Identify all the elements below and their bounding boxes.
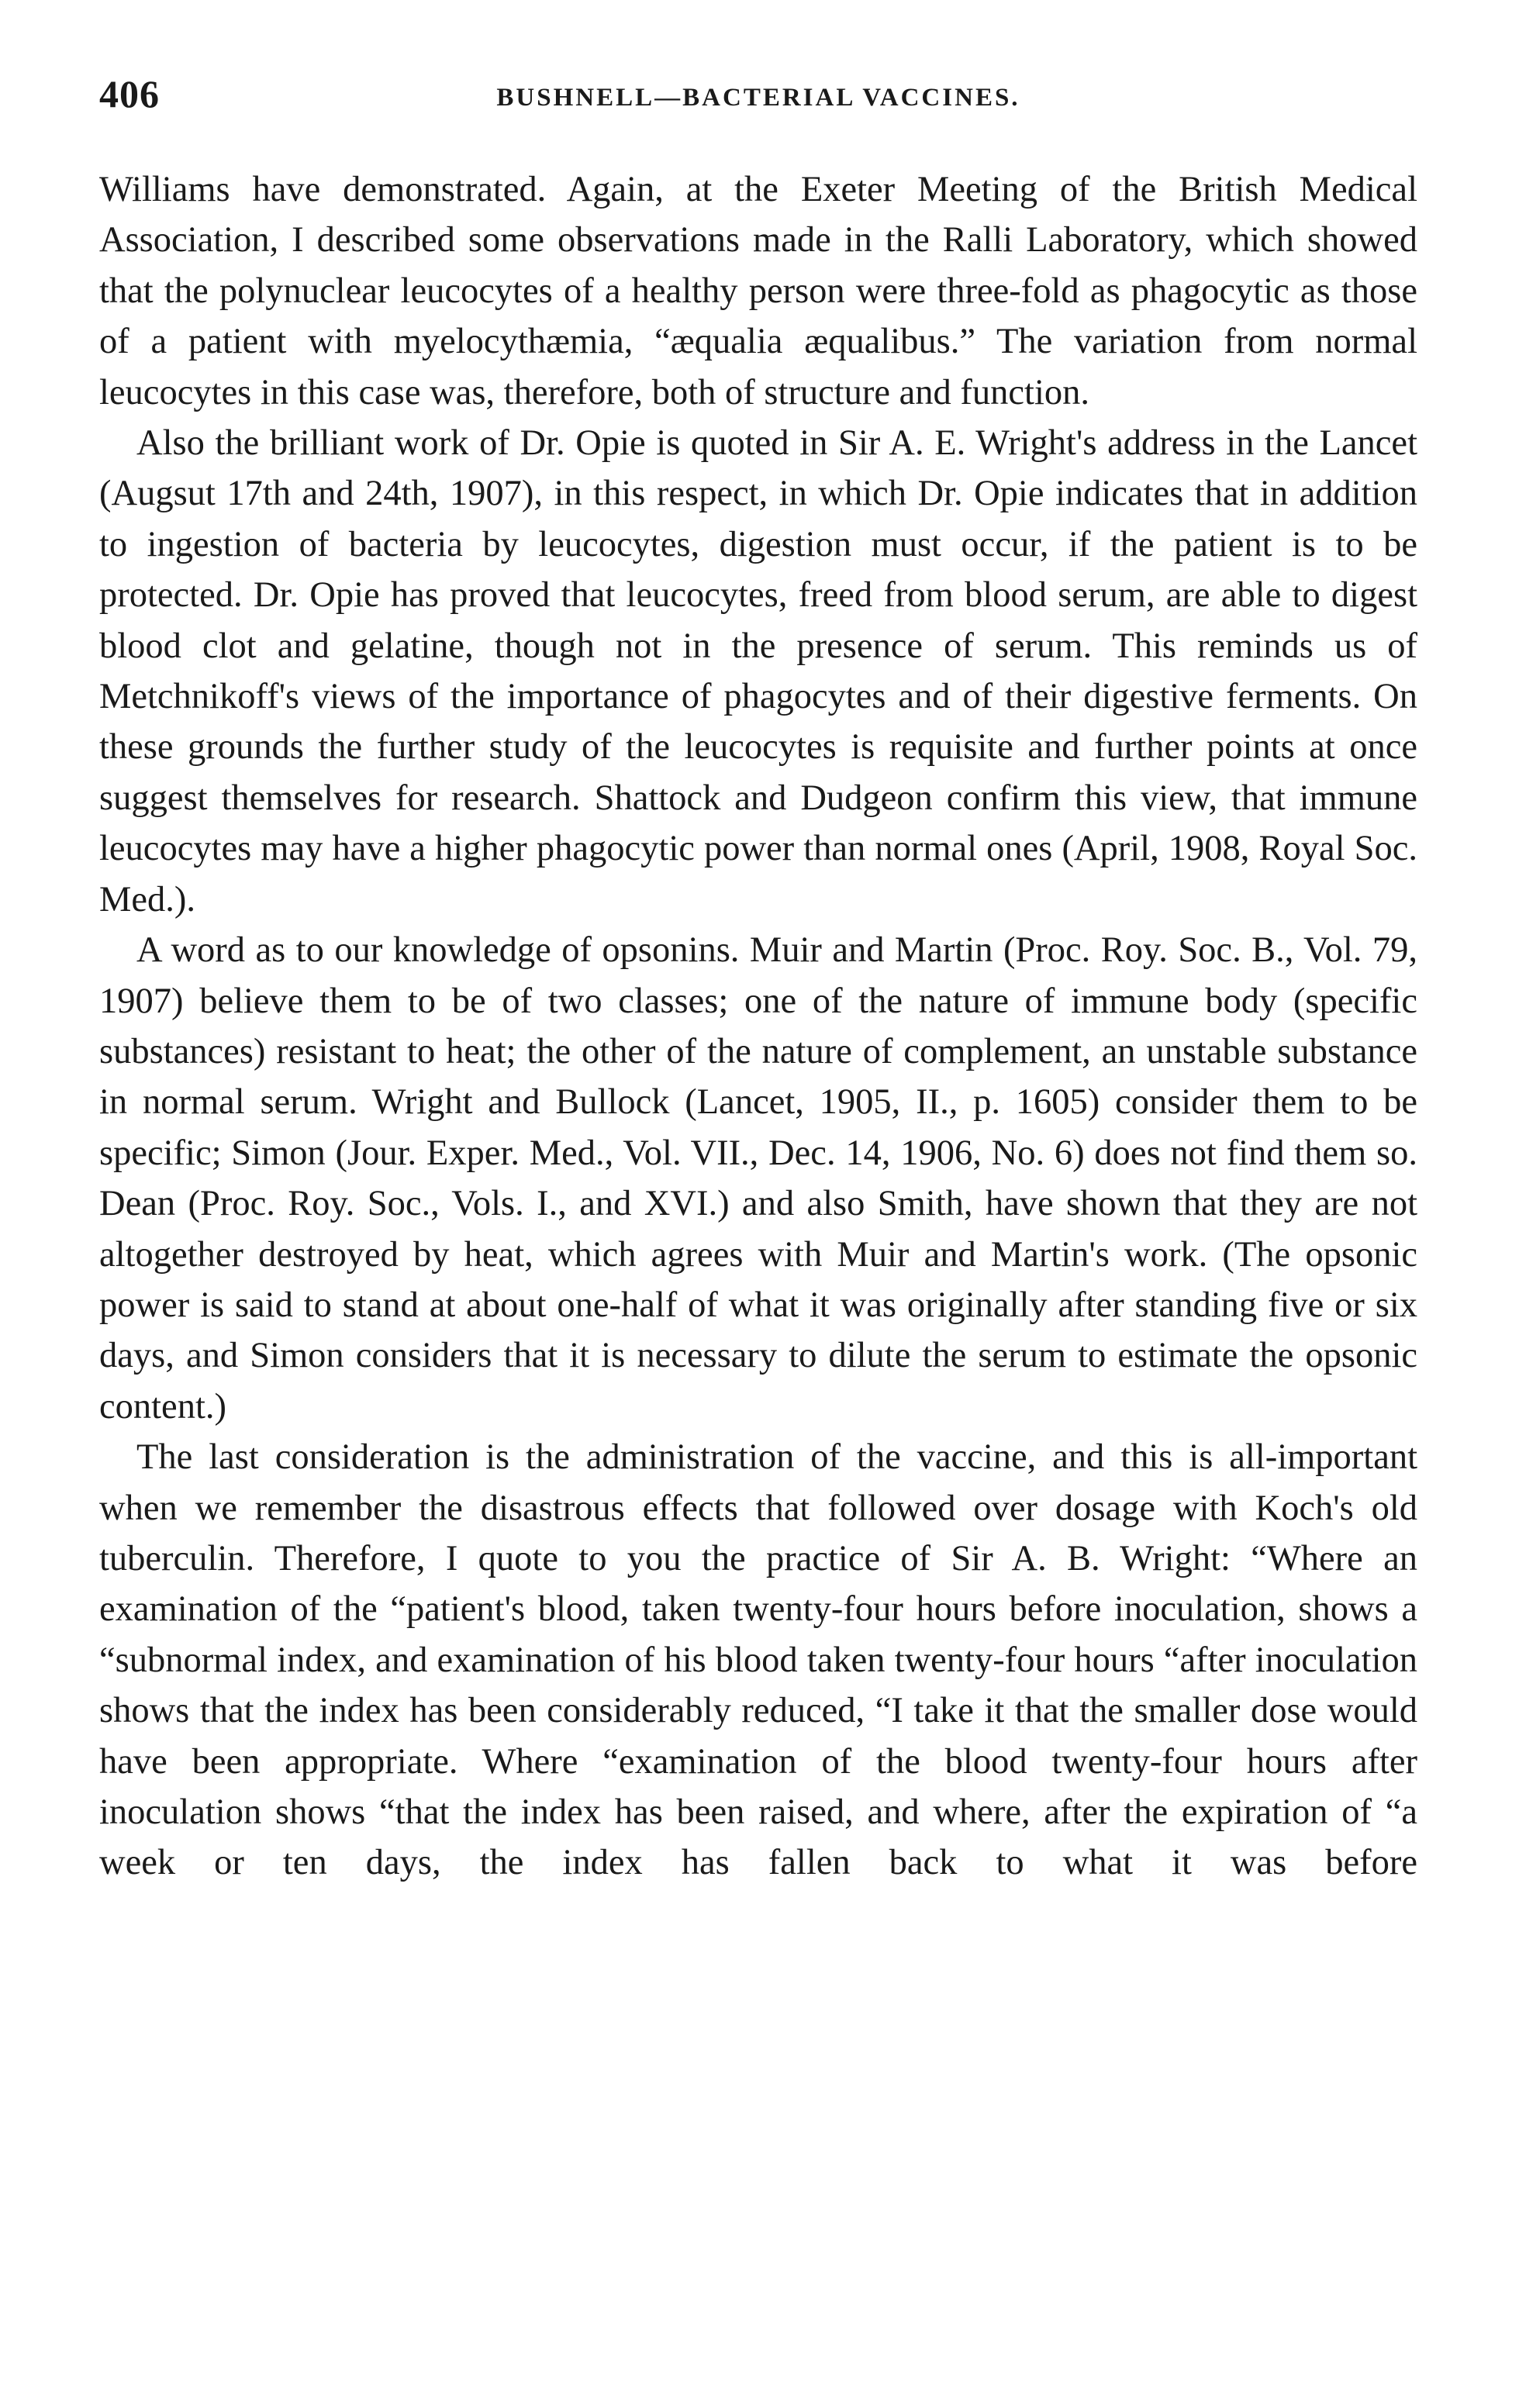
paragraph-4: The last consideration is the administration of the vaccine, and this is all-important when we remember the disastrous effects that followed over dosage with Koch's old tuberculin. Therefore, I quote to you the practice of Sir A. B. Wright: “Where an examination of the “patient's blood, taken twenty-four hours before inoculation, shows a “subnormal index, and examination of his blood taken twenty-four hours “after inoculation shows that the index has been considerably reduced, “I take it that the smaller dose would have been appropriate. Where “examination of the blood twenty-four hours after inoculation shows “that the index has been raised, and where, after the expiration of “a week or ten days, the index has fallen back to what it was before (99, 1437, 1417, 1883)
running-head: BUSHNELL—BACTERIAL VACCINES. (496, 84, 1020, 112)
page-number: 406 (99, 72, 160, 116)
paragraph-1: Williams have demonstrated. Again, at the Exeter Meeting of the British Medical Association, I described some observations made in the Ralli Laboratory, which showed that the polynuclear leucocytes of a healthy person were three-fold as phagocytic as those of a patient with myelocythæmia, “æqualia æqualibus.” The variation from normal leucocytes in this case was, therefore, both of structure and function. (99, 170, 1417, 412)
paragraph-3: A word as to our knowledge of opsonins. Muir and Martin (Proc. Roy. Soc. B., Vol. 79, 1907) believe them to be of two classes; one of the nature of immune body (specific substances) resistant to heat; the other of the nature of complement, an unstable substance in normal serum. Wright and Bullock (Lancet, 1905, II., p. 1605) consider them to be specific; Simon (Jour. Exper. Med., Vol. VII., Dec. 14, 1906, No. 6) does not find them so. Dean (Proc. Roy. Soc., Vols. I., and XVI.) and also Smith, have shown that they are not altogether destroyed by heat, which agrees with Muir and Martin's work. (The opsonic power is said to stand at about one-half of what it was originally after standing five or six days, and Simon considers that it is necessary to dilute the serum to estimate the opsonic content.) (99, 930, 1417, 1427)
page-header (99, 71, 1417, 121)
document-page (99, 71, 1417, 1889)
paragraph-2: Also the brilliant work of Dr. Opie is quoted in Sir A. E. Wright's address in the Lancet (Augsut 17th and 24th, 1907), in this respect, in which Dr. Opie indicates that in addition to ingestion of bacteria by leucocytes, digestion must occur, if the patient is to be protected. Dr. Opie has proved that leucocytes, freed from blood serum, are able to digest blood clot and gelatine, though not in the presence of serum. This reminds us of Metchnikoff's views of the importance of phagocytes and of their digestive ferments. On these grounds the further study of the leucocytes is requisite and further points at once suggest themselves for research. Shattock and Dudgeon confirm this view, that immune leucocytes may have a higher phagocytic power than normal ones (April, 1908, Royal Soc. Med.). (99, 423, 1417, 919)
body-text (99, 164, 1417, 1889)
